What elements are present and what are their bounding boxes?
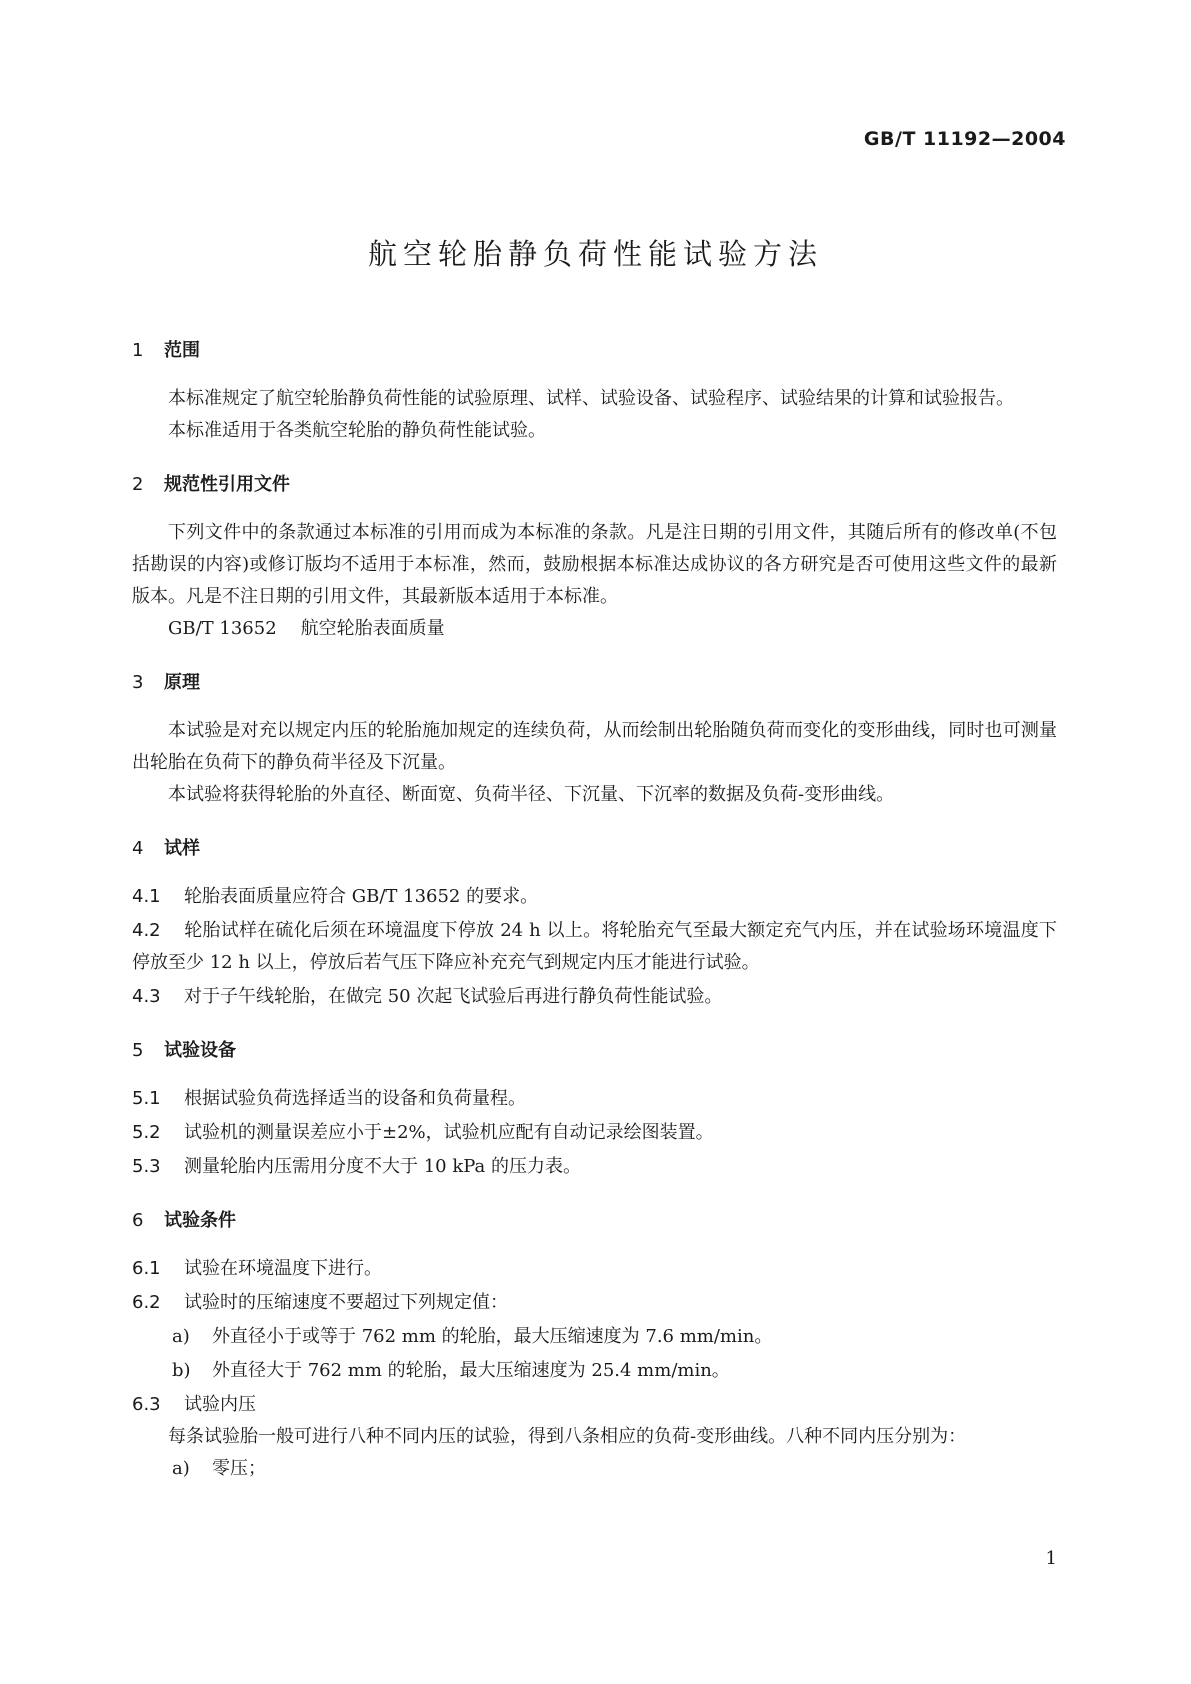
clause-text: 根据试验负荷选择适当的设备和负荷量程。 xyxy=(184,1088,526,1109)
section-number: 6 xyxy=(132,1210,144,1231)
clause-6-2 xyxy=(132,1287,1057,1319)
section-number: 1 xyxy=(132,340,144,361)
reference-title: 航空轮胎表面质量 xyxy=(300,618,445,639)
section-heading-5 xyxy=(132,1035,1057,1067)
normative-reference xyxy=(132,613,1057,645)
clause-6-3 xyxy=(132,1389,1057,1421)
clause-text: 测量轮胎内压需用分度不大于 10 kPa 的压力表。 xyxy=(184,1156,582,1177)
standard-number: GB/T 11192—2004 xyxy=(863,128,1066,150)
section-number: 2 xyxy=(132,474,144,495)
clause-5-3 xyxy=(132,1151,1057,1183)
list-item xyxy=(132,1321,1057,1353)
page-number: 1 xyxy=(1045,1548,1057,1569)
paragraph: 本试验将获得轮胎的外直径、断面宽、负荷半径、下沉量、下沉率的数据及负荷-变形曲线。 xyxy=(168,784,895,805)
document-body xyxy=(132,335,1057,1487)
section-heading-3 xyxy=(132,667,1057,699)
section-number: 5 xyxy=(132,1040,144,1061)
clause-text: 试验时的压缩速度不要超过下列规定值： xyxy=(184,1292,508,1313)
clause-number: 6.3 xyxy=(132,1394,161,1415)
clause-text: 轮胎表面质量应符合 GB/T 13652 的要求。 xyxy=(184,886,539,907)
list-item-text: 外直径大于 762 mm 的轮胎，最大压缩速度为 25.4 mm/min。 xyxy=(212,1360,730,1381)
clause-4-3 xyxy=(132,981,1057,1013)
clause-5-1 xyxy=(132,1083,1057,1115)
section-number: 4 xyxy=(132,838,144,859)
paragraph: 下列文件中的条款通过本标准的引用而成为本标准的条款。凡是注日期的引用文件，其随后所有的修改单(不包括勘误的内容)或修订版均不适用于本标准，然而，鼓励根据本标准达成协议的各方研究是否可使用这些文件的最新版本。凡是不注日期的引用文件，其最新版本适用于本标准。 xyxy=(132,522,1057,607)
clause-text: 试验机的测量误差应小于±2%，试验机应配有自动记录绘图装置。 xyxy=(184,1122,714,1143)
section-title: 原理 xyxy=(164,672,200,693)
list-item-text: 零压； xyxy=(212,1458,266,1479)
list-item xyxy=(132,1453,1057,1485)
section-title: 试样 xyxy=(164,838,200,859)
clause-number: 5.3 xyxy=(132,1156,161,1177)
clause-number: 4.3 xyxy=(132,986,161,1007)
section-heading-6 xyxy=(132,1205,1057,1237)
clause-number: 5.1 xyxy=(132,1088,161,1109)
list-item-label: a) xyxy=(172,1326,190,1347)
section-heading-1 xyxy=(132,335,1057,367)
list-item xyxy=(132,1355,1057,1387)
section-title: 规范性引用文件 xyxy=(164,474,290,495)
clause-text: 轮胎试样在硫化后须在环境温度下停放 24 h 以上。将轮胎充气至最大额定充气内压，并在试验场环境温度下停放至少 12 h 以上，停放后若气压下降应补充充气到规定内压才能进行试验。 xyxy=(132,920,1057,973)
section-number: 3 xyxy=(132,672,144,693)
section-heading-2 xyxy=(132,469,1057,501)
clause-text: 试验内压 xyxy=(184,1394,256,1415)
paragraph: 本标准规定了航空轮胎静负荷性能的试验原理、试样、试验设备、试验程序、试验结果的计算和试验报告。 xyxy=(168,388,1014,409)
clause-text: 试验在环境温度下进行。 xyxy=(184,1258,382,1279)
list-item-text: 外直径小于或等于 762 mm 的轮胎，最大压缩速度为 7.6 mm/min。 xyxy=(212,1326,773,1347)
clause-5-2 xyxy=(132,1117,1057,1149)
section-title: 范围 xyxy=(164,340,200,361)
list-item-label: b) xyxy=(172,1360,191,1381)
paragraph: 本标准适用于各类航空轮胎的静负荷性能试验。 xyxy=(168,420,546,441)
page-title: 航空轮胎静负荷性能试验方法 xyxy=(367,237,823,271)
clause-4-1 xyxy=(132,881,1057,913)
clause-number: 6.1 xyxy=(132,1258,161,1279)
clause-number: 4.1 xyxy=(132,886,161,907)
clause-6-1 xyxy=(132,1253,1057,1285)
paragraph: 每条试验胎一般可进行八种不同内压的试验，得到八条相应的负荷-变形曲线。八种不同内压分别为： xyxy=(168,1426,967,1447)
section-heading-4 xyxy=(132,833,1057,865)
reference-code: GB/T 13652 xyxy=(168,618,277,639)
section-title: 试验设备 xyxy=(164,1040,236,1061)
clause-number: 5.2 xyxy=(132,1122,161,1143)
clause-4-2 xyxy=(132,915,1057,979)
clause-number: 4.2 xyxy=(132,920,161,941)
clause-text: 对于子午线轮胎，在做完 50 次起飞试验后再进行静负荷性能试验。 xyxy=(184,986,723,1007)
clause-number: 6.2 xyxy=(132,1292,161,1313)
list-item-label: a) xyxy=(172,1458,190,1479)
section-title: 试验条件 xyxy=(164,1210,236,1231)
paragraph: 本试验是对充以规定内压的轮胎施加规定的连续负荷，从而绘制出轮胎随负荷而变化的变形曲线，同时也可测量出轮胎在负荷下的静负荷半径及下沉量。 xyxy=(132,720,1057,773)
